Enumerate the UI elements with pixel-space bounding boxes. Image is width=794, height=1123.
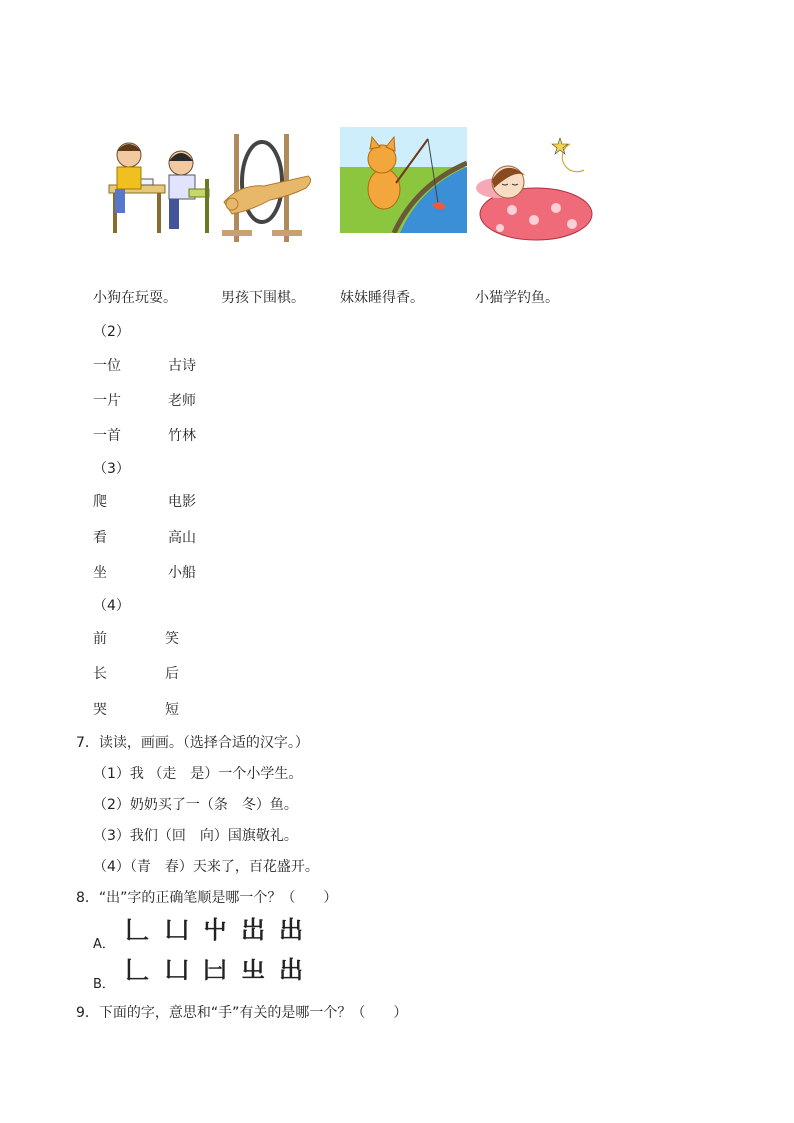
group-2-right-3: 竹林 <box>168 428 196 444</box>
group-4-right-3: 短 <box>165 702 179 718</box>
option-b-stroke-4: 㞢 <box>241 956 265 984</box>
option-b-stroke-2: 凵 <box>165 956 189 984</box>
group-3-right-1: 电影 <box>168 494 196 510</box>
group-3-left-2: 看 <box>93 530 107 546</box>
group-3-right-2: 高山 <box>168 530 196 546</box>
group-4-left-3: 哭 <box>93 702 107 718</box>
question-7-item-1: （1）我 （走 是）一个小学生。 <box>93 766 303 782</box>
dog-jumping-hoop-picture <box>220 130 318 248</box>
boys-playing-go-picture <box>93 133 215 245</box>
group-4-left-2: 长 <box>93 666 107 682</box>
question-8-title: 8．“出”字的正确笔顺是哪一个？（ ） <box>76 890 338 906</box>
option-b-stroke-5: 出 <box>279 956 303 984</box>
caption-sister-sleeping: 妹妹睡得香。 <box>340 290 424 306</box>
group-2-left-3: 一首 <box>93 428 121 444</box>
caption-dog-playing: 小狗在玩耍。 <box>93 290 177 306</box>
question-7-item-3: （3）我们（回 向）国旗敬礼。 <box>93 828 298 844</box>
caption-cat-fishing: 小猫学钓鱼。 <box>475 290 559 306</box>
option-b-stroke-3: 𠙵 <box>203 956 227 984</box>
option-b-label: B． <box>93 977 115 992</box>
group-4-right-1: 笑 <box>165 631 179 647</box>
group-3-right-3: 小船 <box>168 565 196 581</box>
option-a-stroke-1: 𠃊 <box>125 916 149 944</box>
caption-boy-playing-go: 男孩下围棋。 <box>221 290 305 306</box>
question-9-title: 9．下面的字，意思和“手”有关的是哪一个？（ ） <box>76 1005 408 1021</box>
option-a-stroke-5: 出 <box>279 916 303 944</box>
question-7-title: 7．读读，画画。（选择合适的汉字。） <box>76 735 309 751</box>
group-2-right-2: 老师 <box>168 393 196 409</box>
group-3-left-3: 坐 <box>93 565 107 581</box>
option-a[interactable] <box>93 916 333 952</box>
question-7-item-2: （2）奶奶买了一（条 冬）鱼。 <box>93 797 298 813</box>
option-b[interactable] <box>93 956 333 992</box>
group-2-label: （2） <box>93 324 130 340</box>
group-2-left-1: 一位 <box>93 358 121 374</box>
girl-sleeping-picture <box>472 130 602 245</box>
question-7-item-4: （4）（青 春）天来了，百花盛开。 <box>93 859 319 875</box>
group-2-right-1: 古诗 <box>168 358 196 374</box>
option-a-stroke-2: 凵 <box>165 916 189 944</box>
cat-fishing-picture <box>340 127 467 233</box>
group-3-label: （3） <box>93 461 130 477</box>
group-4-label: （4） <box>93 598 130 614</box>
option-a-stroke-4: 岀 <box>241 916 265 944</box>
option-a-stroke-3: 屮 <box>203 916 227 944</box>
group-2-left-2: 一片 <box>93 393 121 409</box>
option-a-label: A． <box>93 937 115 952</box>
group-4-left-1: 前 <box>93 631 107 647</box>
group-3-left-1: 爬 <box>93 494 107 510</box>
option-b-stroke-1: 𠃊 <box>125 956 149 984</box>
group-4-right-2: 后 <box>165 666 179 682</box>
